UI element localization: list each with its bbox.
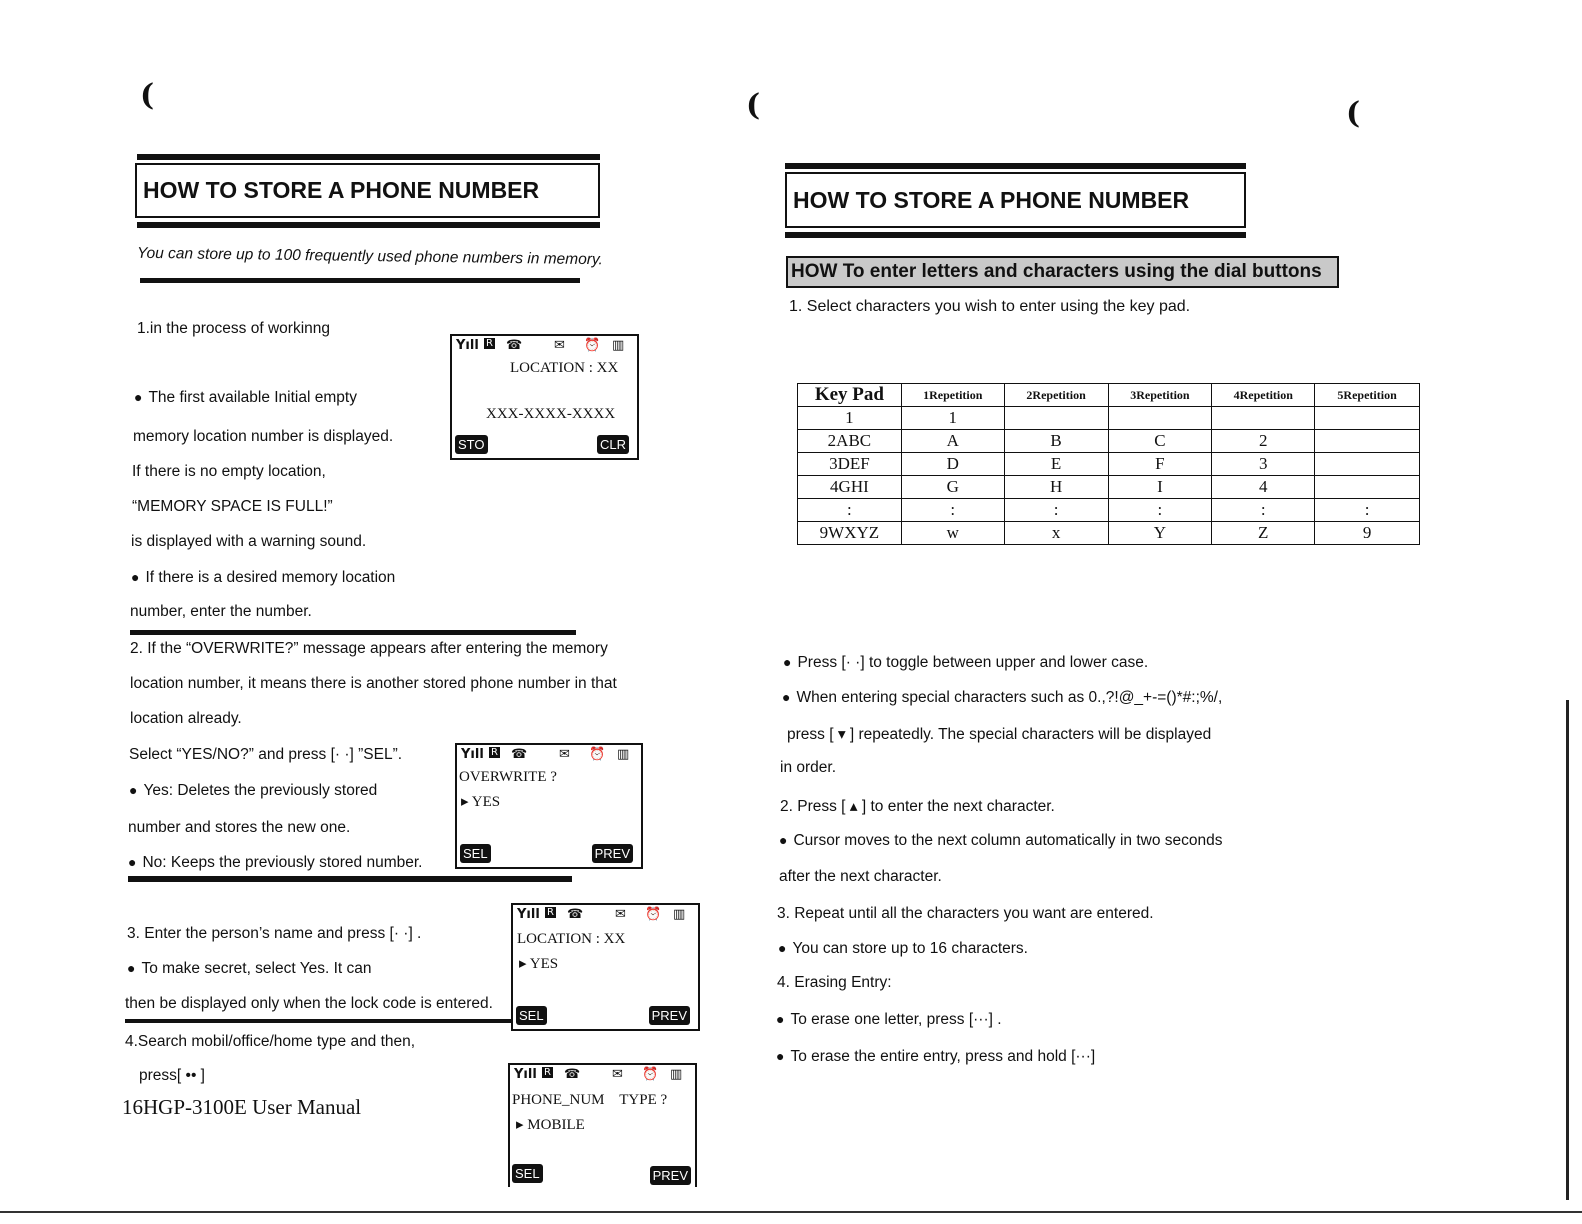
bullet-item: ● Press [· ·] to toggle between upper and lower case. (783, 654, 1148, 672)
envelope-icon: ✉ (612, 1067, 623, 1082)
signal-icon: Yıll (461, 747, 484, 762)
table-cell: F (1108, 453, 1212, 476)
battery-icon: ▥ (612, 338, 625, 353)
alarm-icon: ⏰ (645, 907, 662, 922)
step-2: 2. If the “OVERWRITE?” message appears after entering the memory (130, 640, 608, 657)
table-cell: 3 (1212, 453, 1315, 476)
body-text: after the next character. (779, 868, 942, 885)
clr-softkey[interactable]: CLR (597, 435, 629, 454)
margin-mark: ( (746, 88, 761, 123)
table-cell: 2 (1212, 430, 1315, 453)
prev-softkey[interactable]: PREV (649, 1006, 690, 1025)
screen-line: PHONE_NUM TYPE ? (512, 1092, 668, 1108)
table-row (798, 430, 1420, 453)
table-cell: 3DEF (798, 453, 902, 476)
sel-softkey[interactable]: SEL (512, 1164, 543, 1183)
table-cell: G (901, 476, 1004, 499)
page-title: HOW TO STORE A PHONE NUMBER (785, 172, 1246, 228)
bullet-item: ● The first available Initial empty (134, 389, 357, 407)
roaming-icon: R (544, 1067, 551, 1078)
screen-number: XXX-XXXX-XXXX (486, 406, 616, 422)
table-cell: 4GHI (798, 476, 902, 499)
battery-icon: ▥ (617, 747, 630, 762)
table-row (798, 522, 1420, 545)
signal-icon: Yıll (517, 907, 540, 922)
header-cell: 1Repetition (901, 384, 1004, 407)
header-cell: 5Repetition (1315, 384, 1420, 407)
step-2: 2. Press [ ▴ ] to enter the next character. (780, 798, 1055, 815)
table-cell: 2ABC (798, 430, 902, 453)
table-cell: w (901, 522, 1004, 545)
selection-option (519, 954, 558, 973)
header-cell: Key Pad (798, 384, 902, 407)
alarm-icon: ⏰ (584, 338, 601, 353)
table-cell (1315, 476, 1420, 499)
table-cell: x (1004, 522, 1108, 545)
table-cell: D (901, 453, 1004, 476)
envelope-icon: ✉ (615, 907, 626, 922)
table-cell: C (1108, 430, 1212, 453)
phone-screen-overwrite (455, 743, 643, 869)
margin-mark: ( (1346, 96, 1361, 131)
table-cell: : (901, 499, 1004, 522)
table-header-row (798, 384, 1420, 407)
pointer-icon: ▸ (516, 1117, 528, 1133)
divider (140, 278, 580, 283)
body-text: is displayed with a warning sound. (131, 533, 367, 550)
selection-option (516, 1115, 585, 1134)
margin-mark: ( (140, 78, 155, 113)
signal-icon: Yıll (456, 338, 479, 353)
roaming-icon: R (491, 747, 498, 758)
option-label: YES (471, 794, 501, 810)
selection-option (461, 792, 500, 811)
screen-line: LOCATION : XX (510, 360, 619, 376)
body-text: “MEMORY SPACE IS FULL!” (132, 498, 333, 515)
divider (128, 876, 572, 882)
body-text: number, enter the number. (130, 603, 312, 620)
status-bar (454, 338, 633, 356)
table-cell: Y (1108, 522, 1212, 545)
bullet-item: ● To make secret, select Yes. It can (127, 960, 372, 978)
phone-icon: ☎ (567, 907, 584, 922)
envelope-icon: ✉ (554, 338, 565, 353)
sel-softkey[interactable]: SEL (516, 1006, 547, 1025)
step-1: 1. Select characters you wish to enter using the key pad. (789, 298, 1191, 315)
battery-icon: ▥ (670, 1067, 683, 1082)
bullet-item: ● To erase the entire entry, press and hold [···] (776, 1048, 1095, 1066)
bullet-item: ● You can store up to 16 characters. (778, 940, 1028, 958)
status-bar (459, 747, 637, 765)
table-cell: E (1004, 453, 1108, 476)
table-cell (1315, 407, 1420, 430)
screen-line: LOCATION : XX (517, 931, 626, 947)
page-edge (1566, 700, 1569, 1200)
title-rule-bottom (137, 222, 600, 228)
table-cell: 1 (798, 407, 902, 430)
bullet-item: ● When entering special characters such as 0.,?!@_+-=()*#:;%/, (782, 689, 1222, 707)
title-rule-top (785, 163, 1246, 169)
table-cell (1315, 453, 1420, 476)
table-cell (1212, 407, 1315, 430)
bullet-item: ● If there is a desired memory location (131, 569, 395, 587)
body-text: memory location number is displayed. (133, 428, 394, 445)
alarm-icon: ⏰ (642, 1067, 659, 1082)
divider (125, 1019, 570, 1023)
table-cell: : (1315, 499, 1420, 522)
step-3: 3. Repeat until all the characters you want are entered. (777, 905, 1154, 922)
pointer-icon: ▸ (519, 956, 530, 972)
table-cell: : (1108, 499, 1212, 522)
keypad-table (797, 383, 1420, 545)
battery-icon: ▥ (673, 907, 686, 922)
bullet-item: ● Yes: Deletes the previously stored (129, 782, 377, 800)
table-row (798, 476, 1420, 499)
table-row (798, 453, 1420, 476)
table-cell: 9WXYZ (798, 522, 902, 545)
table-cell: 1 (901, 407, 1004, 430)
table-cell: : (1004, 499, 1108, 522)
envelope-icon: ✉ (559, 747, 570, 762)
header-cell: 4Repetition (1212, 384, 1315, 407)
table-cell: 4 (1212, 476, 1315, 499)
roaming-icon: R (486, 338, 493, 349)
phone-screen-secret (511, 903, 700, 1031)
phone-icon: ☎ (564, 1067, 581, 1082)
prev-softkey[interactable]: PREV (650, 1166, 691, 1185)
body-text: location already. (130, 710, 242, 727)
phone-screen-location (450, 334, 639, 460)
table-cell (1004, 407, 1108, 430)
bullet-item: ● Cursor moves to the next column automatically in two seconds (779, 832, 1223, 850)
header-cell: 3Repetition (1108, 384, 1212, 407)
body-text: press [ ▾ ] repeatedly. The special characters will be displayed (787, 726, 1212, 743)
screen-line: OVERWRITE ? (459, 769, 557, 785)
step-3: 3. Enter the person’s name and press [· ·] . (127, 925, 422, 942)
table-cell: A (901, 430, 1004, 453)
step-4: 4.Search mobil/office/home type and then, (125, 1033, 416, 1050)
table-cell: B (1004, 430, 1108, 453)
table-cell: H (1004, 476, 1108, 499)
step-4: 4. Erasing Entry: (777, 974, 892, 991)
status-bar (512, 1067, 691, 1085)
signal-icon: Yıll (514, 1067, 537, 1082)
body-text: location number, it means there is another stored phone number in that (130, 675, 617, 692)
table-cell (1108, 407, 1212, 430)
table-row (798, 407, 1420, 430)
sel-softkey[interactable]: SEL (460, 844, 491, 863)
sto-softkey[interactable]: STO (455, 435, 488, 454)
scan-bottom-edge (0, 1211, 1582, 1213)
body-text: If there is no empty location, (132, 463, 326, 480)
step-1: 1.in the process of workinng (137, 320, 330, 337)
intro-text: You can store up to 100 frequently used phone numbers in memory. (136, 244, 603, 269)
table-cell: 9 (1315, 522, 1420, 545)
alarm-icon: ⏰ (589, 747, 606, 762)
header-cell: 2Repetition (1004, 384, 1108, 407)
title-rule-top (137, 154, 600, 160)
status-bar (515, 907, 694, 925)
table-row (798, 499, 1420, 522)
phone-icon: ☎ (506, 338, 523, 353)
manual-footer: 16HGP-3100E User Manual (122, 1095, 362, 1119)
option-label: MOBILE (527, 1117, 585, 1133)
table-cell (1315, 430, 1420, 453)
bullet-item: ● To erase one letter, press [···] . (776, 1011, 1002, 1029)
table-cell: : (1212, 499, 1315, 522)
option-label: YES (529, 956, 559, 972)
prev-softkey[interactable]: PREV (592, 844, 633, 863)
divider (130, 630, 576, 635)
body-text: then be displayed only when the lock code is entered. (125, 995, 493, 1012)
pointer-icon: ▸ (461, 794, 472, 810)
phone-icon: ☎ (511, 747, 528, 762)
table-cell: : (798, 499, 902, 522)
title-rule-bottom (785, 232, 1246, 238)
body-text: in order. (780, 759, 837, 776)
bullet-item: ● No: Keeps the previously stored number. (128, 854, 422, 872)
table-cell: I (1108, 476, 1212, 499)
body-text: Select “YES/NO?” and press [· ·] ”SEL”. (129, 746, 403, 763)
body-text: number and stores the new one. (128, 819, 351, 836)
body-text: press[ •• ] (139, 1067, 205, 1084)
section-heading: HOW To enter letters and characters using the dial buttons (786, 256, 1339, 288)
page-title: HOW TO STORE A PHONE NUMBER (135, 163, 600, 218)
phone-screen-type (508, 1063, 697, 1187)
table-cell: Z (1212, 522, 1315, 545)
roaming-icon: R (547, 907, 554, 918)
